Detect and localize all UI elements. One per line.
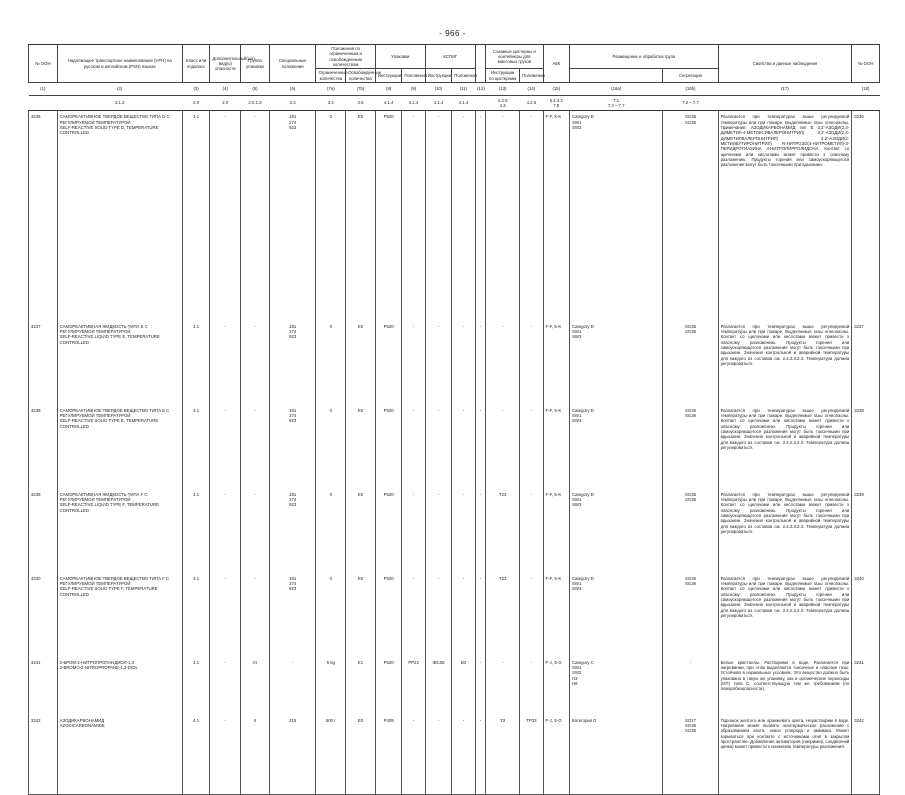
un-number: 3238 — [29, 405, 58, 489]
class-cell: 4.1 — [182, 715, 210, 795]
ibc-provision-cell: - — [452, 573, 475, 657]
packaging-instruction-cell: P520 — [375, 657, 402, 715]
table-row — [29, 657, 880, 715]
tank-instruction-cell: - — [486, 405, 520, 489]
ibc-provision-cell: B3 — [452, 657, 475, 715]
ems-cell: F-J, S-G — [543, 715, 570, 795]
tank-provision-cell: - — [520, 573, 543, 657]
segregation-cell: - — [663, 657, 718, 715]
hdr-stowage: Размещение и обработка груза — [570, 45, 719, 69]
properties-cell: Разлагается при температурах выше регулируемой температуры или при пожаре. Выделяемые газы огнеопасны. Контакт со щелочами или кислотами может привести к опасному разложению. Продукты горения или самоускоряющегося разложения могут быть токсичными при вдыхании. Значения контрольной и аварийной температуры для каждого из составов см. 2.4.2.3.2.3. Температура должна регулироваться. — [718, 405, 852, 489]
column-number: (3) — [182, 83, 210, 96]
ibc-instruction-cell: - — [425, 111, 452, 321]
table-row — [29, 405, 880, 489]
proper-shipping-name — [57, 111, 182, 321]
un-number: 3241 — [29, 657, 58, 715]
column-number: (11) — [452, 83, 475, 96]
column-number: (18) — [852, 83, 880, 96]
column-reference: 2.0 — [182, 96, 210, 111]
packaging-instruction-cell: P520 — [375, 321, 402, 405]
packaging-provision-cell: - — [402, 573, 425, 657]
table-body — [29, 111, 880, 795]
special-provisions-cell: 181 274 923 — [269, 489, 316, 573]
ibc-provision-cell: - — [452, 111, 475, 321]
properties-cell: Порошок желтого или оранжевого цвета. Нерастворим в воде. Нагревание может вызвать экзотермическое разложение с образованием азота, окиси углерода и аммиака. Может взрываться при контакте с источниками огня в закрытом пространстве. Добавление активаторов (например, соединений цинка) может привести к снижению температуры разложения. — [718, 715, 852, 795]
hdr-properties: Свойства и данные наблюдения — [718, 45, 852, 83]
class-cell: 4.1 — [182, 405, 210, 489]
tank-instruction-cell: T23 — [486, 573, 520, 657]
column-number: (8) — [375, 83, 402, 96]
special-provisions-cell: - — [269, 657, 316, 715]
packaging-instruction-cell: P520 — [375, 489, 402, 573]
properties-cell: Разлагается при температурах выше регулируемой температуры или при пожаре. Выделяемые газы огнеопасны. Примечание: АЗОДИКАРБОНАМИД тип В 2,2'-АЗОДИ(2,4-ДИМЕТИЛ-4-МЕТОКСИВАЛЕРОНИТРИЛ) 2,2'-АЗОДИ(2,4-ДИМЕТИЛВАЛЕРОНИТРИЛ) 2,2'-АЗОДИ(2-МЕТИЛБУТИРОНИТРИЛ) N-НИТРОЗО(4-НИТРОМЕТИЛ)-3-ПЕРИДРОТИАЗИНА 4-НИТРОПИРРОЛИДОНА. Контакт со щелочами или кислотами может привести к опасному разложению. Продукты горения или самоускоряющегося разложения могут быть токсичными при вдыхании. — [718, 111, 852, 321]
column-reference: 7.1 7.3 – 7.7 — [570, 96, 663, 111]
column-reference: 4.2.5 — [520, 96, 543, 111]
un-number: 3236 — [29, 111, 58, 321]
hdr-packagings: Упаковки — [375, 45, 425, 69]
un-number-right: 3241 — [852, 657, 880, 715]
hdr-ems: АвК — [543, 45, 570, 83]
ems-cell: F-F, S-K — [543, 321, 570, 405]
un-number: 3242 — [29, 715, 58, 795]
ibc-instruction-cell: IBC08 — [425, 657, 452, 715]
excepted-qty-cell: E0 — [346, 405, 376, 489]
limited-qty-cell: 0 — [316, 111, 346, 321]
column-number: (15) — [543, 83, 570, 96]
limited-qty-cell: 500 г — [316, 715, 346, 795]
column-reference: 3.4 — [316, 96, 346, 111]
ibc-provision-cell: - — [452, 405, 475, 489]
stowage-cell: Category D SW1 SW3 — [570, 489, 663, 573]
hdr-ibc-instructions: Инструкции — [425, 69, 452, 83]
packaging-provision-cell: - — [402, 405, 425, 489]
col-12-cell: - — [475, 715, 486, 795]
column-number: (5) — [241, 83, 270, 96]
name-english: SELF-REACTIVE SOLID TYPE D, TEMPERATURE CONTROLLED — [59, 124, 159, 136]
class-cell: 4.1 — [182, 573, 210, 657]
special-provisions-cell: 181 274 923 — [269, 321, 316, 405]
column-reference: 3.1.2 — [57, 96, 182, 111]
hdr-tank-provisions: Положения — [520, 69, 543, 83]
segregation-cell: SG35 SG36 — [663, 489, 718, 573]
subsidiary-hazard-cell: - — [210, 657, 241, 715]
packaging-provision-cell: - — [402, 111, 425, 321]
packing-group-cell: - — [241, 573, 270, 657]
column-reference-row — [29, 96, 880, 111]
name-english: SELF-REACTIVE SOLID TYPE E, TEMPERATURE CONTROLLED — [59, 418, 159, 429]
ibc-instruction-cell: - — [425, 489, 452, 573]
proper-shipping-name — [57, 715, 182, 795]
packaging-provision-cell: - — [402, 321, 425, 405]
column-number: (14) — [520, 83, 543, 96]
segregation-cell: SG35 SG36 — [663, 405, 718, 489]
segregation-cell: SG35 SG36 — [663, 573, 718, 657]
excepted-qty-cell: E0 — [346, 489, 376, 573]
un-number: 3239 — [29, 489, 58, 573]
packing-group-cell: - — [241, 111, 270, 321]
subsidiary-hazard-cell: - — [210, 715, 241, 795]
hdr-stowage-handling — [570, 69, 663, 83]
column-reference: 7.2 – 7.7 — [663, 96, 718, 111]
stowage-cell: Категория D — [570, 715, 663, 795]
class-cell: 4.1 — [182, 657, 210, 715]
packaging-instruction-cell: P520 — [375, 111, 402, 321]
table-row — [29, 573, 880, 657]
un-number-right: 3236 — [852, 111, 880, 321]
hdr-ibc-provisions: Положения — [452, 69, 475, 83]
properties-cell: Разлагается при температурах выше регулируемой температуры или при пожаре. Выделяемые газы огнеопасны. Контакт со щелочами или кислотами может привести к опасному разложению. Продукты горения или самоускоряющегося разложения могут быть токсичными при вдыхании. Значения контрольной и аварийной температуры для каждого из составов см. 2.4.2.3.2.3. Температура должна регулироваться. — [718, 489, 852, 573]
column-reference: 2.0.1.3 — [241, 96, 270, 111]
col-12-cell: - — [475, 573, 486, 657]
column-number: (7b) — [346, 83, 376, 96]
proper-shipping-name — [57, 657, 182, 715]
un-number-right: 3242 — [852, 715, 880, 795]
class-cell: 4.1 — [182, 321, 210, 405]
column-reference: 3.5 — [346, 96, 376, 111]
ibc-instruction-cell: - — [425, 405, 452, 489]
stowage-cell: Category D SW1 SW3 — [570, 405, 663, 489]
properties-cell: Разлагается при температурах выше регулируемой температуры или при пожаре. Выделяемые газы огнеопасны. Контакт со щелочами или кислотами может привести к опасному разложению. Продукты горения или самоускоряющегося разложения могут быть токсичными при вдыхании. Значения контрольной и аварийной температуры для каждого из составов см. 2.4.2.3.2.3. Температура должна регулироваться. — [718, 321, 852, 405]
packaging-instruction-cell: P520 — [375, 573, 402, 657]
hdr-special-provisions: Специальные положения — [269, 45, 316, 83]
hdr-ibc: КСГМГ — [425, 45, 475, 69]
hdr-excepted-qty: Освобожденные количества — [346, 69, 376, 83]
limited-qty-cell: 0 — [316, 489, 346, 573]
hdr-class: Класс или подкласс — [182, 45, 210, 83]
packaging-instruction-cell: P409 — [375, 715, 402, 795]
column-reference: 4.1.4 — [375, 96, 402, 111]
column-number: (12) — [475, 83, 486, 96]
name-russian: АЗОДИКАРБОНАМИД — [59, 717, 105, 723]
table-row — [29, 489, 880, 573]
packing-group-cell: - — [241, 321, 270, 405]
proper-shipping-name — [57, 573, 182, 657]
name-english: 2-BROMO-2-NITROPROPANE-1,3-DIOL — [59, 665, 138, 671]
col-12-cell: - — [475, 489, 486, 573]
packing-group-cell: III — [241, 657, 270, 715]
proper-shipping-name — [57, 321, 182, 405]
ibc-provision-cell: - — [452, 715, 475, 795]
hdr-portable-tanks: Съемные цистерны и контейнеры для массовых грузов — [486, 45, 543, 69]
column-number: (10) — [425, 83, 452, 96]
tank-instruction-cell: - — [486, 657, 520, 715]
subsidiary-hazard-cell: - — [210, 405, 241, 489]
column-number: (13) — [486, 83, 520, 96]
hdr-limited-excepted: Положения по ограниченным и освобожденным количествам — [316, 45, 375, 69]
column-reference: 2.0 — [210, 96, 241, 111]
ems-cell: F-J, S-G — [543, 657, 570, 715]
name-russian: САМОРЕАКТИВНОЕ ТВЕРДОЕ ВЕЩЕСТВО ТИПА F С РЕГУЛИРУЕМОЙ ТЕМПЕРАТУРОЙ — [59, 575, 170, 587]
ems-cell: F-F, S-K — [543, 405, 570, 489]
ibc-instruction-cell: - — [425, 715, 452, 795]
column-number: (16b) — [663, 83, 718, 96]
hdr-tank-instructions: Инструкции по цистернам — [486, 69, 520, 83]
tank-instruction-cell: - — [486, 111, 520, 321]
column-reference — [718, 96, 852, 111]
name-russian: САМОРЕАКТИВНАЯ ЖИДКОСТЬ ТИПА F С РЕГУЛИРУЕМОЙ ТЕМПЕРАТУРОЙ — [59, 491, 148, 503]
tank-instruction-cell: T23 — [486, 489, 520, 573]
hdr-subsidiary-hazard: Дополнительный(ые) вид(ы) опасности — [210, 45, 241, 83]
tank-instruction-cell: - — [486, 321, 520, 405]
column-reference — [475, 96, 486, 111]
limited-qty-cell: 0 — [316, 405, 346, 489]
subsidiary-hazard-cell: - — [210, 321, 241, 405]
hdr-packaging-provisions: Положения — [402, 69, 425, 83]
hdr-un-no-right: № ООН — [852, 45, 880, 83]
column-number-row — [29, 83, 880, 96]
col-12-cell: - — [475, 657, 486, 715]
dangerous-goods-table — [28, 44, 880, 795]
packing-group-cell: II — [241, 715, 270, 795]
packaging-instruction-cell: P520 — [375, 405, 402, 489]
ibc-provision-cell: - — [452, 321, 475, 405]
un-number-right: 3239 — [852, 489, 880, 573]
packing-group-cell: - — [241, 405, 270, 489]
table-row — [29, 715, 880, 795]
column-reference: 4.1.4 — [425, 96, 452, 111]
column-number: (7a) — [316, 83, 346, 96]
tank-provision-cell: - — [520, 111, 543, 321]
name-russian: САМОРЕАКТИВНОЕ ТВЕРДОЕ ВЕЩЕСТВО ТИПА D С РЕГУЛИРУЕМОЙ ТЕМПЕРАТУРОЙ — [59, 114, 170, 125]
segregation-cell: SG35 SG36 — [663, 321, 718, 405]
col-12-cell: - — [475, 405, 486, 489]
column-reference — [852, 96, 880, 111]
table-row — [29, 321, 880, 405]
hdr-name: Надлежащее транспортное наименование (НТН) на русском и английском (PSN) языках — [57, 45, 182, 83]
column-number: (6) — [269, 83, 316, 96]
hdr-limited-qty: Ограниченные количества — [316, 69, 346, 83]
excepted-qty-cell: E0 — [346, 573, 376, 657]
segregation-cell: SG17 SG35 SG36 — [663, 715, 718, 795]
excepted-qty-cell: E0 — [346, 321, 376, 405]
col-12-cell: - — [475, 321, 486, 405]
stowage-cell: Category D SW1 SW3 — [570, 321, 663, 405]
name-english: SELF-REACTIVE LIQUID TYPE F, TEMPERATURE CONTROLLED — [59, 502, 159, 513]
header-row-top — [29, 45, 880, 69]
column-reference: 4.2.5 4.3 — [486, 96, 520, 111]
name-english: SELF-REACTIVE LIQUID TYPE E, TEMPERATURE CONTROLLED — [59, 334, 160, 345]
packaging-provision-cell: - — [402, 489, 425, 573]
ibc-provision-cell: - — [452, 489, 475, 573]
class-cell: 4.1 — [182, 111, 210, 321]
ems-cell: F-F, S-K — [543, 573, 570, 657]
packing-group-cell: - — [241, 489, 270, 573]
properties-cell: Белые кристаллы. Растворимо в воде. Разлагается при нагревании, при этом выделяются токсичные и опасные газы. Устойчиво в нормальных условиях. Это вещество должно быть упаковано в такую же упаковку, как и органические пероксиды (ОП) типа С, соответствующую тем же требованиям (по пожаробезопасности). — [718, 657, 852, 715]
column-number: (4) — [210, 83, 241, 96]
hdr-un-no: № ООН — [29, 45, 58, 83]
special-provisions-cell: 181 274 923 — [269, 111, 316, 321]
tank-provision-cell: - — [520, 405, 543, 489]
special-provisions-cell: 181 274 923 — [269, 573, 316, 657]
excepted-qty-cell: E0 — [346, 111, 376, 321]
tank-instruction-cell: T3 — [486, 715, 520, 795]
column-reference: 3.3 — [269, 96, 316, 111]
column-number: (1) — [29, 83, 58, 96]
hdr-packaging-instructions: Инструкции — [375, 69, 402, 83]
proper-shipping-name — [57, 489, 182, 573]
column-reference — [29, 96, 58, 111]
special-provisions-cell: 215 — [269, 715, 316, 795]
hdr-packing-group: Группа упаковки — [241, 45, 270, 83]
table-row — [29, 111, 880, 321]
column-reference: 4.1.4 — [402, 96, 425, 111]
name-russian: 2-БРОМ-2-НИТРОПРОПАНДИОЛ-1,3 — [59, 659, 134, 665]
segregation-cell: SG35 SG36 — [663, 111, 718, 321]
excepted-qty-cell: E1 — [346, 657, 376, 715]
packaging-provision-cell: PP22 — [402, 657, 425, 715]
tank-provision-cell: - — [520, 657, 543, 715]
subsidiary-hazard-cell: - — [210, 111, 241, 321]
packaging-provision-cell: - — [402, 715, 425, 795]
un-number: 3240 — [29, 573, 58, 657]
column-number: (17) — [718, 83, 852, 96]
col-12-cell: - — [475, 111, 486, 321]
subsidiary-hazard-cell: - — [210, 489, 241, 573]
tank-provision-cell: - — [520, 321, 543, 405]
hdr-segregation: Сегрегация — [663, 69, 718, 83]
column-number: (9) — [402, 83, 425, 96]
subsidiary-hazard-cell: - — [210, 573, 241, 657]
name-russian: САМОРЕАКТИВНАЯ ЖИДКОСТЬ ТИПА Е С РЕГУЛИРУЕМОЙ ТЕМПЕРАТУРОЙ — [59, 323, 148, 335]
un-number-right: 3240 — [852, 573, 880, 657]
properties-cell: Разлагается при температурах выше регулируемой температуры или при пожаре. Выделяемые газы огнеопасны. Контакт со щелочами или кислотами может привести к опасному разложению. Продукты горения или самоускоряющегося разложения могут быть токсичными при вдыхании. Значения контрольной и аварийной температуры для каждого из составов см. 2.4.2.3.2.3. Температура должна регулироваться. — [718, 573, 852, 657]
proper-shipping-name — [57, 405, 182, 489]
stowage-cell: Category D SW1 SW3 — [570, 111, 663, 321]
column-number: (2) — [57, 83, 182, 96]
name-english: SELF-REACTIVE SOLID TYPE F, TEMPERATURE CONTROLLED — [59, 586, 158, 597]
tank-provision-cell: TP33 — [520, 715, 543, 795]
tank-provision-cell: - — [520, 489, 543, 573]
page-number: - 966 - — [439, 29, 466, 38]
un-number: 3237 — [29, 321, 58, 405]
excepted-qty-cell: E0 — [346, 715, 376, 795]
un-number-right: 3238 — [852, 405, 880, 489]
stowage-cell: Category C SW1 SW2 H3 H8 — [570, 657, 663, 715]
name-russian: САМОРЕАКТИВНОЕ ТВЕРДОЕ ВЕЩЕСТВО ТИПА Е С РЕГУЛИРУЕМОЙ ТЕМПЕРАТУРОЙ — [59, 407, 170, 419]
un-number-right: 3237 — [852, 321, 880, 405]
column-reference: 5.4.3.2 7.8 — [543, 96, 570, 111]
ems-cell: F-F, S-K — [543, 489, 570, 573]
limited-qty-cell: 0 — [316, 321, 346, 405]
column-reference: 4.1.4 — [452, 96, 475, 111]
ibc-instruction-cell: - — [425, 321, 452, 405]
limited-qty-cell: 5 kg — [316, 657, 346, 715]
ibc-instruction-cell: - — [425, 573, 452, 657]
name-english: AZODICARBONAMIDE — [59, 723, 105, 729]
stowage-cell: Category D SW1 SW3 — [570, 573, 663, 657]
class-cell: 4.1 — [182, 489, 210, 573]
column-number: (16a) — [570, 83, 663, 96]
special-provisions-cell: 181 274 923 — [269, 405, 316, 489]
ems-cell: F-F, S-K — [543, 111, 570, 321]
limited-qty-cell: 0 — [316, 573, 346, 657]
